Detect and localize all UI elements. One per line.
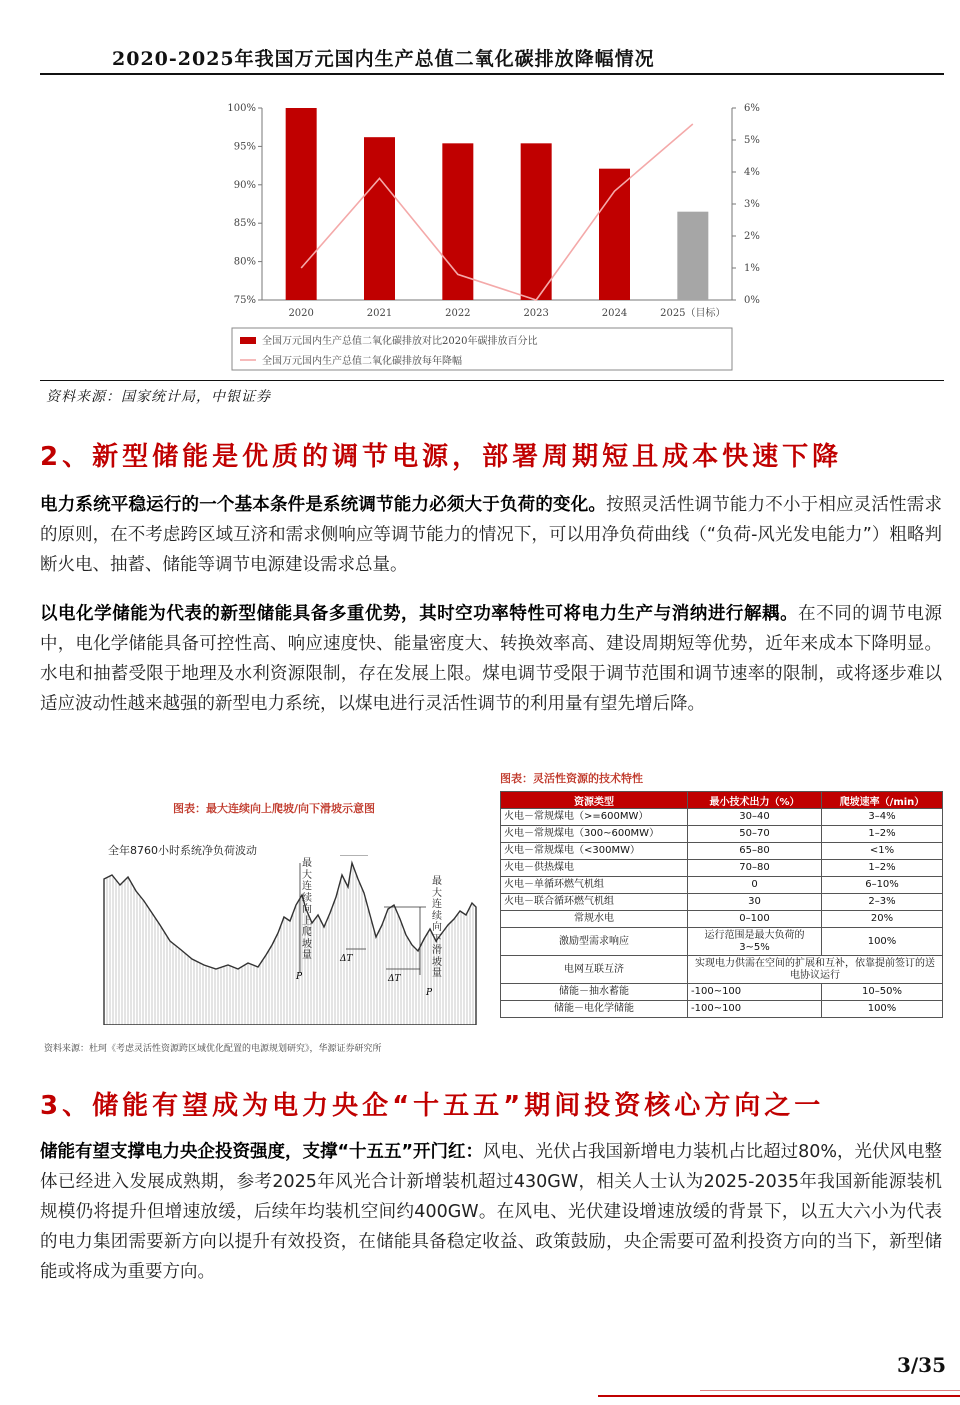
figure2-source: 资料来源：杜珂《考虑灵活性资源跨区域优化配置的电源规划研究》，华源证券研究所 bbox=[44, 1044, 382, 1054]
table-row bbox=[501, 843, 943, 860]
right-tick-label: 4% bbox=[744, 167, 760, 178]
bar-2023 bbox=[521, 143, 552, 300]
table-row bbox=[501, 928, 943, 956]
table-cell-min-output: -100~100 bbox=[688, 984, 822, 1001]
table-cell-min-output: 0 bbox=[688, 877, 822, 894]
bar-2024 bbox=[599, 169, 630, 300]
table-cell-min-output: 70–80 bbox=[688, 860, 822, 877]
table-cell-min-output: 65–80 bbox=[688, 843, 822, 860]
bar-2021 bbox=[364, 137, 395, 300]
legend-line-label: 全国万元国内生产总值二氧化碳排放每年降幅 bbox=[262, 356, 462, 367]
section3-p1-body: 风电、光伏占我国新增电力装机占比超过80%，光伏风电整体已经进入发展成熟期，参考2025年风光合计新增装机超过430GW，相关人士认为2025-2035年我国新能源装机规模仍将提升但增速放缓，后续年均装机空间约400GW。在风电、光伏建设增速放缓的背景下，以五大六小为代表的电力集团需要新方向以提升有效投资，在储能具备稳定收益、政策鼓励，央企需要可盈利投资方向的当下，新型储能或将成为重要方向。 bbox=[40, 1142, 942, 1282]
ramp-up-dt-symbol: ΔT bbox=[340, 954, 353, 964]
section3-p1-lead: 储能有望支撑电力央企投资强度，支撑“十五五”开门红： bbox=[40, 1142, 484, 1162]
table-cell-min-output: 实现电力供需在空间的扩展和互补，依靠提前签订的送电协议运行 bbox=[688, 956, 943, 984]
x-tick-label: 2023 bbox=[523, 308, 549, 319]
table-header-ramp-rate: 爬坡速率（/min） bbox=[822, 792, 943, 809]
section3-paragraph1 bbox=[40, 1137, 942, 1287]
figure1-source: 资料来源：国家统计局，中银证券 bbox=[46, 389, 271, 405]
table-cell-type: 火电－联合循环燃气机组 bbox=[501, 894, 688, 911]
right-tick-label: 2% bbox=[744, 231, 760, 242]
flexibility-resources-table bbox=[500, 791, 943, 1018]
table-title: 图表：灵活性资源的技术特性 bbox=[500, 772, 643, 785]
x-tick-label: 2020 bbox=[288, 308, 314, 319]
table-row bbox=[501, 860, 943, 877]
section3-heading: 3、储能有望成为电力央企“十五五”期间投资核心方向之一 bbox=[40, 1091, 825, 1121]
table-cell-ramp-rate: 1–2% bbox=[822, 826, 943, 843]
table-header-min-output: 最小技术出力（%） bbox=[688, 792, 822, 809]
table-cell-type: 火电－单循环燃气机组 bbox=[501, 877, 688, 894]
section2-heading: 2、新型储能是优质的调节电源，部署周期短且成本快速下降 bbox=[40, 442, 843, 472]
table-row bbox=[501, 1001, 943, 1018]
footer-rule bbox=[598, 1395, 960, 1397]
bar-2020 bbox=[286, 108, 317, 300]
figure1-title: 2020-2025年我国万元国内生产总值二氧化碳排放降幅情况 bbox=[112, 48, 655, 70]
left-tick-label: 80% bbox=[233, 256, 256, 268]
left-tick-label: 90% bbox=[233, 179, 256, 191]
page-number: 3/35 bbox=[896, 1353, 946, 1377]
table-cell-min-output: 30 bbox=[688, 894, 822, 911]
ramp-down-label: 最大连续向下滑坡量 bbox=[432, 876, 442, 979]
table-row bbox=[501, 956, 943, 984]
section2-p1-body: 按照灵活性调节能力不小于相应灵活性需求的原则，在不考虑跨区域互济和需求侧响应等调节能力的情况下，可以用净负荷曲线（“负荷-风光发电能力”）粗略判断火电、抽蓄、储能等调节电源建设需求总量。 bbox=[40, 495, 942, 575]
table-cell-ramp-rate: <1% bbox=[822, 843, 943, 860]
table-cell-ramp-rate: 3–4% bbox=[822, 809, 943, 826]
left-tick-label: 95% bbox=[233, 141, 256, 153]
left-tick-label: 75% bbox=[233, 295, 256, 306]
table-cell-ramp-rate: 6–10% bbox=[822, 877, 943, 894]
table-cell-type: 储能－电化学储能 bbox=[501, 1001, 688, 1018]
figure2-title: 图表：最大连续向上爬坡/向下滑坡示意图 bbox=[173, 802, 376, 815]
x-tick-label: 2021 bbox=[366, 308, 393, 319]
table-cell-ramp-rate: 100% bbox=[822, 1001, 943, 1018]
left-tick-label: 85% bbox=[233, 218, 256, 230]
table-cell-ramp-rate: 2–3% bbox=[822, 894, 943, 911]
table-cell-type: 电网互联互济 bbox=[501, 956, 688, 984]
section2-p2-lead: 以电化学储能为代表的新型储能具备多重优势，其时空功率特性可将电力生产与消纳进行解耦。 bbox=[40, 604, 799, 624]
right-tick-label: 1% bbox=[744, 263, 760, 274]
x-tick-label: 2025（目标） bbox=[660, 308, 726, 319]
table-row bbox=[501, 877, 943, 894]
table-cell-ramp-rate: 100% bbox=[822, 928, 943, 956]
section2-p2-body: 在不同的调节电源中，电化学储能具备可控性高、响应速度快、能量密度大、转换效率高、建设周期短等优势，近年来成本下降明显。水电和抽蓄受限于地理及水利资源限制，存在发展上限。煤电调节受限于调节范围和调节速率的限制，或将逐步难以适应波动性越来越强的新型电力系统，以煤电进行灵活性调节的利用量有望先增后降。 bbox=[40, 604, 942, 714]
table-cell-type: 储能－抽水蓄能 bbox=[501, 984, 688, 1001]
table-row bbox=[501, 984, 943, 1001]
table-cell-min-output: 运行范围是最大负荷的3~5% bbox=[688, 928, 822, 956]
table-cell-min-output: -100~100 bbox=[688, 1001, 822, 1018]
right-tick-label: 3% bbox=[744, 199, 760, 210]
bar-2022 bbox=[442, 143, 473, 300]
bar-2025（目标） bbox=[677, 212, 708, 300]
legend-bar-label: 全国万元国内生产总值二氧化碳排放对比2020年碳排放百分比 bbox=[262, 336, 538, 347]
left-tick-label: 100% bbox=[227, 103, 256, 114]
right-tick-label: 6% bbox=[744, 103, 760, 114]
section2-paragraph2 bbox=[40, 599, 942, 719]
table-cell-min-output: 50–70 bbox=[688, 826, 822, 843]
ramp-up-label: 最大连续向上爬坡量 bbox=[302, 858, 312, 961]
figure1-top-rule bbox=[40, 73, 944, 75]
table-cell-ramp-rate: 1–2% bbox=[822, 860, 943, 877]
section2-p1-lead: 电力系统平稳运行的一个基本条件是系统调节能力必须大于负荷的变化。 bbox=[40, 495, 607, 515]
section2-paragraph1 bbox=[40, 490, 942, 580]
table-header-type: 资源类型 bbox=[501, 792, 688, 809]
ramp-down-dt-symbol: ΔT bbox=[388, 974, 401, 984]
table-row bbox=[501, 826, 943, 843]
right-tick-label: 5% bbox=[744, 135, 760, 146]
figure1-bottom-rule bbox=[40, 380, 944, 381]
x-tick-label: 2024 bbox=[601, 308, 628, 319]
table-cell-type: 火电－供热煤电 bbox=[501, 860, 688, 877]
table-cell-type: 激励型需求响应 bbox=[501, 928, 688, 956]
table-row bbox=[501, 911, 943, 928]
table-cell-min-output: 0–100 bbox=[688, 911, 822, 928]
table-row bbox=[501, 809, 943, 826]
ramp-up-p-symbol: P bbox=[296, 972, 303, 982]
table-cell-type: 火电－常规煤电（>=600MW） bbox=[501, 809, 688, 826]
table-cell-type: 常规水电 bbox=[501, 911, 688, 928]
table-cell-min-output: 30–40 bbox=[688, 809, 822, 826]
table-row bbox=[501, 894, 943, 911]
ramp-down-p-symbol: P bbox=[426, 988, 433, 998]
table-cell-type: 火电－常规煤电（300~600MW） bbox=[501, 826, 688, 843]
figure2-net-load-chart bbox=[100, 855, 480, 1025]
table-cell-ramp-rate: 20% bbox=[822, 911, 943, 928]
annual-decline-line bbox=[301, 124, 693, 300]
right-tick-label: 0% bbox=[744, 295, 760, 306]
table-cell-type: 火电－常规煤电（<300MW） bbox=[501, 843, 688, 860]
x-tick-label: 2022 bbox=[445, 308, 471, 319]
figure1-chart bbox=[206, 98, 766, 378]
legend-bar-swatch bbox=[240, 337, 256, 344]
footer-rule-thin bbox=[700, 1390, 960, 1391]
table-cell-ramp-rate: 10–50% bbox=[822, 984, 943, 1001]
figure2-subtitle: 全年8760小时系统净负荷波动 bbox=[108, 844, 257, 857]
